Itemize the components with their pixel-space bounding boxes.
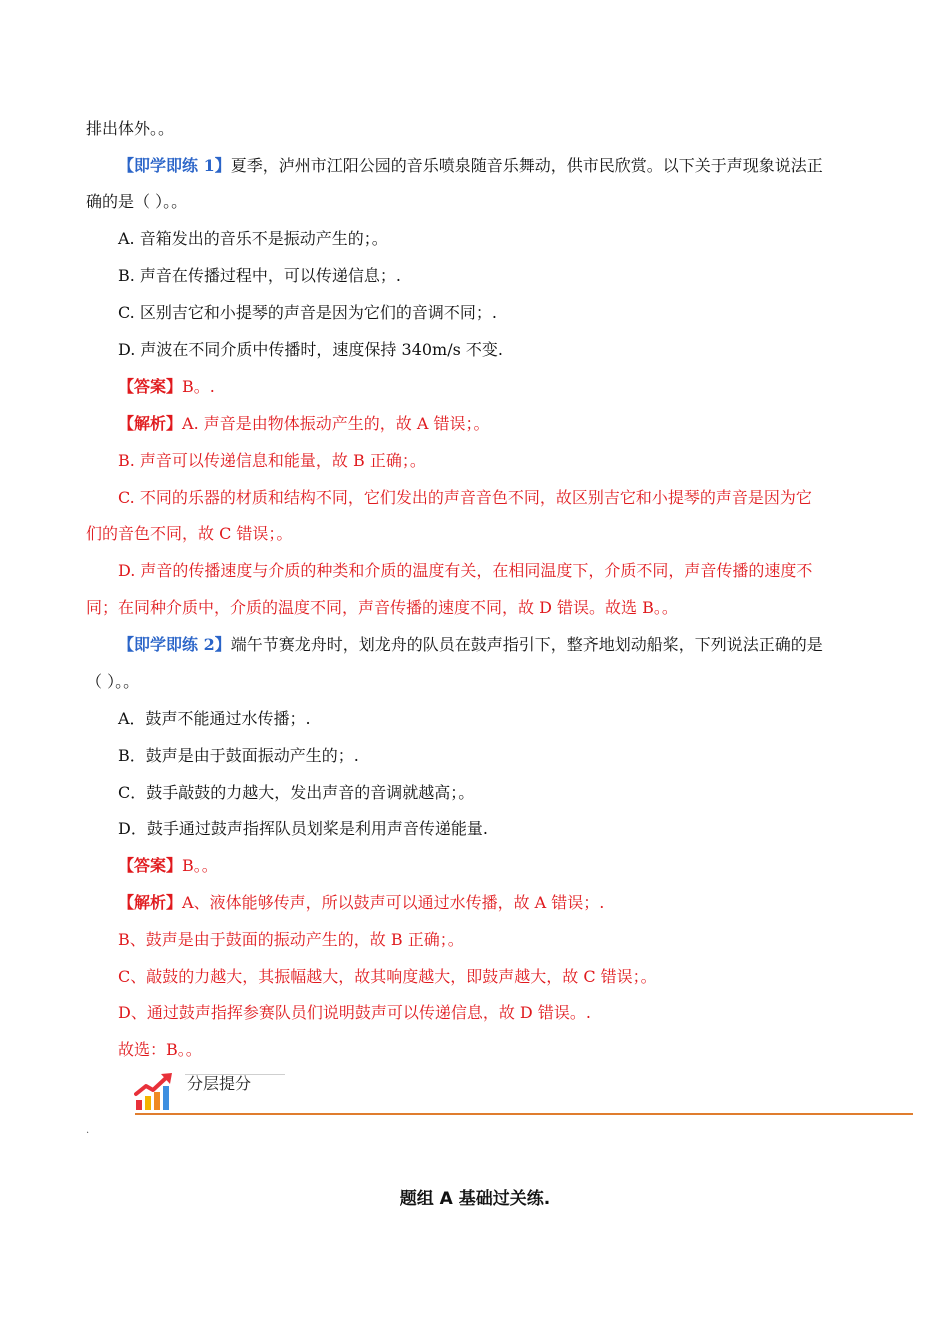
exercise1-option-b: B. 声音在传播过程中，可以传递信息；. (118, 266, 402, 285)
exercise2-analysis-text: A、液体能够传声，所以鼓声可以通过水传播，故 A 错误；. (182, 893, 605, 912)
exercise1-answer-value: B。. (182, 377, 215, 396)
section-label: 分层提分 (187, 1074, 252, 1093)
exercise2-question-text: 端午节赛龙舟时，划龙舟的队员在鼓声指引下，整齐地划动船桨，下列说法正确的是 (230, 635, 823, 654)
exercise1-answer (118, 376, 215, 398)
exercise1-analysis-line5: D. 声音的传播速度与介质的种类和介质的温度有关，在相同温度下，介质不同，声音传播的速度不 (118, 561, 813, 580)
exercise2-question-line2: （ ）。。 (86, 672, 140, 691)
exercise1-tag: 【即学即练 1】 (118, 156, 231, 175)
exercise2-analysis-line1 (118, 892, 604, 914)
exercise1-question-line2: 确的是（ ）。。 (86, 192, 188, 211)
exercise2-analysis-line5: 故选：B。。 (118, 1040, 202, 1059)
exercise1-question-text: 夏季，泸州市江阳公园的音乐喷泉随音乐舞动，供市民欣赏。以下关于声现象说法正 (230, 156, 823, 175)
intro-tail-text: 排出体外。。 (86, 119, 175, 138)
growth-chart-icon (134, 1072, 176, 1112)
section-divider (135, 1113, 913, 1115)
exercise2-option-a: A．鼓声不能通过水传播；. (118, 709, 311, 728)
exercise2-question-line1 (118, 634, 823, 656)
exercise1-option-d: D. 声波在不同介质中传播时，速度保持 340m/s 不变. (118, 340, 504, 359)
exercise1-option-c: C. 区别吉它和小提琴的声音是因为它们的音调不同；. (118, 303, 497, 322)
exercise2-option-c: C．鼓手敲鼓的力越大，发出声音的音调就越高；。 (118, 783, 475, 802)
group-title: 题组 A 基础过关练. (399, 1189, 551, 1209)
exercise2-analysis-line3: C、敲鼓的力越大，其振幅越大，故其响度越大，即鼓声越大，故 C 错误；。 (118, 967, 657, 986)
exercise2-answer (118, 855, 218, 877)
exercise2-tag: 【即学即练 2】 (118, 635, 231, 654)
exercise1-analysis-text: A. 声音是由物体振动产生的，故 A 错误；。 (182, 414, 490, 433)
exercise1-analysis-line4: 们的音色不同，故 C 错误；。 (86, 524, 293, 543)
exercise1-analysis-tag: 【解析】 (118, 414, 183, 433)
exercise1-analysis-line2: B. 声音可以传递信息和能量，故 B 正确；。 (118, 451, 426, 470)
exercise2-option-b: B．鼓声是由于鼓面振动产生的；. (118, 746, 359, 765)
exercise1-answer-tag: 【答案】 (118, 377, 183, 396)
exercise1-option-a: A. 音箱发出的音乐不是振动产生的；。 (118, 229, 388, 248)
exercise2-analysis-line4: D、通过鼓声指挥参赛队员们说明鼓声可以传递信息，故 D 错误。. (118, 1003, 591, 1022)
exercise2-analysis-tag: 【解析】 (118, 893, 183, 912)
exercise1-analysis-line6: 同；在同种介质中，介质的温度不同，声音传播的速度不同，故 D 错误。故选 B。。 (86, 598, 678, 617)
exercise1-analysis-line3: C. 不同的乐器的材质和结构不同，它们发出的声音音色不同，故区别吉它和小提琴的声音是因为它 (118, 488, 812, 507)
exercise1-analysis-line1 (118, 413, 489, 435)
exercise1-question-line1 (118, 155, 823, 177)
exercise2-answer-tag: 【答案】 (118, 856, 183, 875)
exercise2-answer-value: B。。 (182, 856, 218, 875)
exercise2-option-d: D．鼓手通过鼓声指挥队员划桨是利用声音传递能量. (118, 819, 488, 838)
stray-mark: . (86, 1125, 90, 1136)
exercise2-analysis-line2: B、鼓声是由于鼓面的振动产生的，故 B 正确；。 (118, 930, 464, 949)
